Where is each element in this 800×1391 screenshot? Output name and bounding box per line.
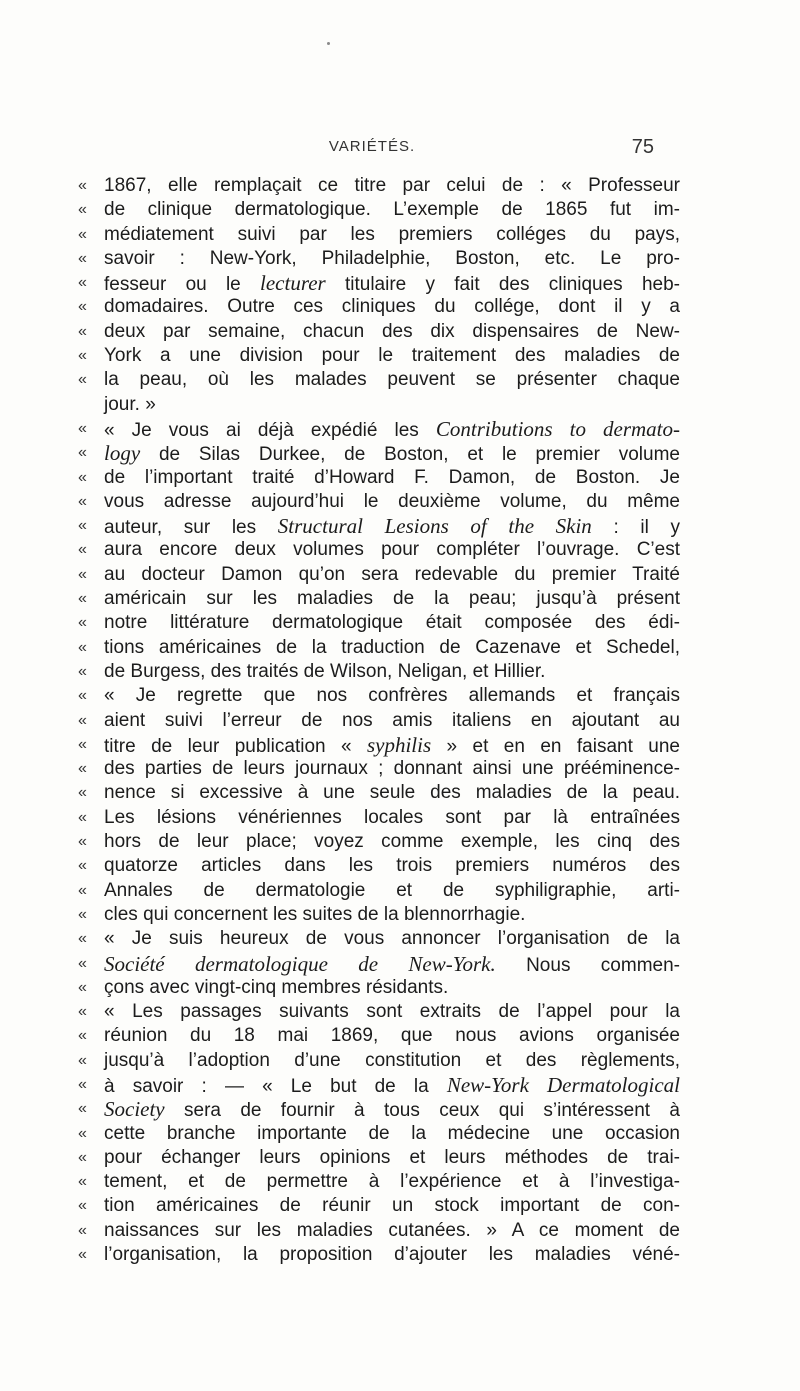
italic-text: Société dermatologique de New-York. (104, 951, 496, 976)
text-line (78, 1194, 680, 1218)
line-content (104, 1097, 680, 1123)
line-content (104, 830, 680, 854)
text-line (78, 490, 680, 514)
text-line (78, 903, 680, 927)
line-content (104, 271, 680, 297)
line-content (104, 733, 680, 759)
line-content (104, 636, 680, 660)
text-line (78, 854, 680, 878)
text-run: « Les passages suivants sont extraits de l’appel pour la (104, 1001, 680, 1023)
line-content (104, 781, 680, 805)
text-run: jusqu’à l’adoption d’une constitution et des règlements, (104, 1049, 680, 1071)
text-run: aient suivi l’erreur de nos amis italiens en ajoutant au (104, 709, 680, 731)
text-run: au docteur Damon qu’on sera redevable du premier Traité (104, 563, 680, 585)
text-run: 1867, elle remplaçait ce titre par celui de : « Professeur (104, 175, 680, 196)
text-line (78, 514, 680, 538)
text-line (78, 441, 680, 465)
line-content (104, 660, 680, 684)
line-content (104, 320, 680, 344)
text-line (78, 757, 680, 781)
text-line (78, 587, 680, 611)
text-line (78, 611, 680, 635)
text-line (78, 879, 680, 903)
italic-text: Structural Lesions of the Skin (277, 514, 592, 539)
line-content (104, 344, 680, 368)
line-content (104, 903, 680, 927)
text-run: fesseur ou le (104, 274, 261, 296)
text-run: de clinique dermatologique. L’exemple de 1865 fut im- (104, 199, 680, 221)
text-run: domadaires. Outre ces cliniques du collége, dont il y a (104, 296, 680, 318)
text-line (78, 368, 680, 392)
text-run: : il y (591, 517, 681, 539)
margin-quote-mark: « (78, 201, 87, 219)
text-run: auteur, sur les (104, 517, 278, 539)
line-content (104, 490, 680, 514)
text-line (78, 1219, 680, 1243)
text-line (78, 781, 680, 805)
text-run: de l’important traité d’Howard F. Damon, de Boston. Je (104, 466, 680, 488)
margin-quote-mark: « (78, 1051, 87, 1069)
margin-quote-mark: « (78, 760, 87, 778)
text-line (78, 344, 680, 368)
line-content (104, 587, 680, 611)
text-line (78, 709, 680, 733)
margin-quote-mark: « (78, 905, 87, 923)
text-run: tement, et de permettre à l’expérience et à l’investiga- (104, 1171, 680, 1193)
margin-quote-mark: « (78, 614, 87, 632)
text-line (78, 223, 680, 247)
text-run: sera de fournir à tous ceux qui s’intéressent à (164, 1100, 680, 1122)
line-content (104, 368, 680, 392)
text-run: Les lésions vénériennes locales sont par là entraînées (104, 806, 680, 828)
text-line (78, 1049, 680, 1073)
line-content (104, 1024, 680, 1048)
line-content (104, 927, 680, 951)
text-run: titulaire y fait des cliniques heb- (325, 274, 680, 296)
italic-text: New-York Dermatological (446, 1072, 680, 1097)
text-run: jour. » (104, 393, 156, 415)
text-run: « Je vous ai déjà expédié les (104, 419, 436, 441)
italic-text: logy (104, 441, 141, 466)
italic-text: syphilis (366, 732, 432, 757)
line-content (104, 1194, 680, 1218)
margin-quote-mark: « (78, 517, 87, 535)
margin-quote-mark: « (78, 638, 87, 656)
text-run: l’organisation, la proposition d’ajouter les maladies véné- (104, 1244, 680, 1266)
line-content (104, 247, 680, 271)
text-line (78, 320, 680, 344)
margin-quote-mark: « (78, 444, 87, 462)
text-run: « Je suis heureux de vous annoncer l’organisation de la (104, 928, 680, 950)
margin-quote-mark: « (78, 1100, 87, 1118)
text-run: des parties de leurs journaux ; donnant ainsi une prééminence- (104, 758, 680, 780)
text-run: quatorze articles dans les trois premiers numéros des (104, 855, 680, 877)
text-line (78, 1000, 680, 1024)
text-line (78, 927, 680, 951)
text-line (78, 1146, 680, 1170)
margin-quote-mark: « (78, 1246, 87, 1264)
text-run: américain sur les maladies de la peau; jusqu’à présent (104, 588, 680, 610)
italic-text: Society (104, 1097, 165, 1122)
text-line (78, 1024, 680, 1048)
line-content (104, 879, 680, 903)
line-content (104, 295, 680, 319)
margin-quote-mark: « (78, 881, 87, 899)
text-run: nence si excessive à une seule des maladies de la peau. (104, 782, 680, 804)
text-run: York a une division pour le traitement des maladies de (104, 345, 680, 367)
margin-quote-mark: « (78, 492, 87, 510)
line-content (104, 174, 680, 198)
text-run: cette branche importante de la médecine une occasion (104, 1122, 680, 1144)
text-line (78, 1243, 680, 1267)
margin-quote-mark: « (78, 1075, 87, 1093)
line-content (104, 1243, 680, 1267)
line-content (104, 563, 680, 587)
text-line (78, 636, 680, 660)
text-line (78, 1122, 680, 1146)
margin-quote-mark: « (78, 930, 87, 948)
text-run: tion américaines de réunir un stock important de con- (104, 1195, 680, 1217)
text-run: la peau, où les malades peuvent se présenter chaque (104, 369, 680, 391)
text-run: vous adresse aujourd’hui le deuxième volume, du même (104, 490, 680, 512)
text-run: « Je regrette que nos confrères allemands et français (104, 685, 680, 707)
margin-quote-mark: « (78, 225, 87, 243)
italic-text: Contributions to dermato- (435, 416, 681, 441)
text-line (78, 976, 680, 1000)
line-content (104, 976, 680, 1000)
text-run: réunion du 18 mai 1869, que nous avions organisée (104, 1025, 680, 1047)
line-content (104, 198, 680, 222)
text-run: hors de leur place; voyez comme exemple, les cinq des (104, 831, 680, 853)
margin-quote-mark: « (78, 662, 87, 680)
margin-quote-mark: « (78, 1148, 87, 1166)
text-run: à savoir : — « Le but de la (104, 1075, 447, 1097)
line-content (104, 1219, 680, 1243)
text-line (78, 295, 680, 319)
margin-quote-mark: « (78, 249, 87, 267)
margin-quote-mark: « (78, 177, 87, 194)
margin-quote-mark: « (78, 371, 87, 389)
line-content (104, 441, 680, 467)
margin-quote-mark: « (78, 784, 87, 802)
margin-quote-mark: « (78, 274, 87, 292)
margin-quote-mark: « (78, 347, 87, 365)
text-run: » et en en faisant une (431, 735, 680, 757)
line-content (104, 806, 680, 830)
margin-quote-mark: « (78, 808, 87, 826)
text-line (78, 247, 680, 271)
text-line (78, 271, 680, 295)
margin-quote-mark: « (78, 954, 87, 972)
line-content (104, 1122, 680, 1146)
paper-speck (327, 42, 330, 45)
line-content (104, 514, 680, 540)
line-content (104, 952, 680, 978)
line-content (104, 417, 680, 443)
text-line (78, 538, 680, 562)
line-content (104, 1073, 680, 1099)
line-content (104, 709, 680, 733)
body-text (78, 174, 680, 1267)
line-content (104, 757, 680, 781)
text-run: cles qui concernent les suites de la blennorrhagie. (104, 903, 526, 925)
line-content (104, 1000, 680, 1024)
line-content (104, 538, 680, 562)
margin-quote-mark: « (78, 590, 87, 608)
margin-quote-mark: « (78, 833, 87, 851)
margin-quote-mark: « (78, 419, 87, 437)
running-header (86, 137, 658, 161)
text-line (78, 417, 680, 441)
line-content (104, 684, 680, 708)
text-line (78, 733, 680, 757)
text-line (78, 806, 680, 830)
text-line (78, 174, 680, 198)
text-run: aura encore deux volumes pour compléter l’ouvrage. C’est (104, 539, 680, 561)
line-content (104, 393, 680, 417)
text-run: pour échanger leurs opinions et leurs méthodes de trai- (104, 1146, 680, 1168)
text-line (78, 393, 680, 417)
margin-quote-mark: « (78, 687, 87, 705)
margin-quote-mark: « (78, 1197, 87, 1215)
line-content (104, 466, 680, 490)
text-line (78, 1170, 680, 1194)
line-content (104, 1146, 680, 1170)
text-run: tions américaines de la traduction de Cazenave et Schedel, (104, 636, 680, 658)
line-content (104, 1049, 680, 1073)
margin-quote-mark: « (78, 1027, 87, 1045)
text-line (78, 684, 680, 708)
running-title: VARIÉTÉS. (328, 138, 416, 155)
text-line (78, 563, 680, 587)
page-number: 75 (631, 136, 654, 158)
text-run: Nous commen- (495, 954, 680, 976)
margin-quote-mark: « (78, 1173, 87, 1191)
text-line (78, 1097, 680, 1121)
line-content (104, 854, 680, 878)
margin-quote-mark: « (78, 1124, 87, 1142)
text-line (78, 198, 680, 222)
text-run: çons avec vingt-cinq membres résidants. (104, 976, 449, 998)
text-line (78, 830, 680, 854)
italic-text: lecturer (260, 271, 326, 296)
text-run: Annales de dermatologie et de syphiligraphie, arti- (104, 879, 680, 901)
text-line (78, 660, 680, 684)
text-line (78, 466, 680, 490)
text-run: titre de leur publication « (104, 735, 367, 757)
text-run: de Silas Durkee, de Boston, et le premier volume (140, 444, 680, 466)
margin-quote-mark: « (78, 978, 87, 996)
text-line (78, 1073, 680, 1097)
line-content (104, 223, 680, 247)
line-content (104, 611, 680, 635)
text-run: de Burgess, des traités de Wilson, Neligan, et Hillier. (104, 660, 546, 682)
margin-quote-mark: « (78, 541, 87, 559)
margin-quote-mark: « (78, 322, 87, 340)
margin-quote-mark: « (78, 735, 87, 753)
margin-quote-mark: « (78, 468, 87, 486)
text-line (78, 952, 680, 976)
text-run: savoir : New-York, Philadelphie, Boston, etc. Le pro- (104, 247, 680, 269)
text-run: médiatement suivi par les premiers colléges du pays, (104, 223, 680, 245)
text-run: deux par semaine, chacun des dix dispensaires de New- (104, 320, 680, 342)
margin-quote-mark: « (78, 565, 87, 583)
margin-quote-mark: « (78, 298, 87, 316)
margin-quote-mark: « (78, 711, 87, 729)
text-run: naissances sur les maladies cutanées. » A ce moment de (104, 1219, 680, 1241)
margin-quote-mark: « (78, 1221, 87, 1239)
margin-quote-mark: « (78, 1003, 87, 1021)
line-content (104, 1170, 680, 1194)
margin-quote-mark: « (78, 857, 87, 875)
text-run: notre littérature dermatologique était composée des édi- (104, 612, 680, 634)
